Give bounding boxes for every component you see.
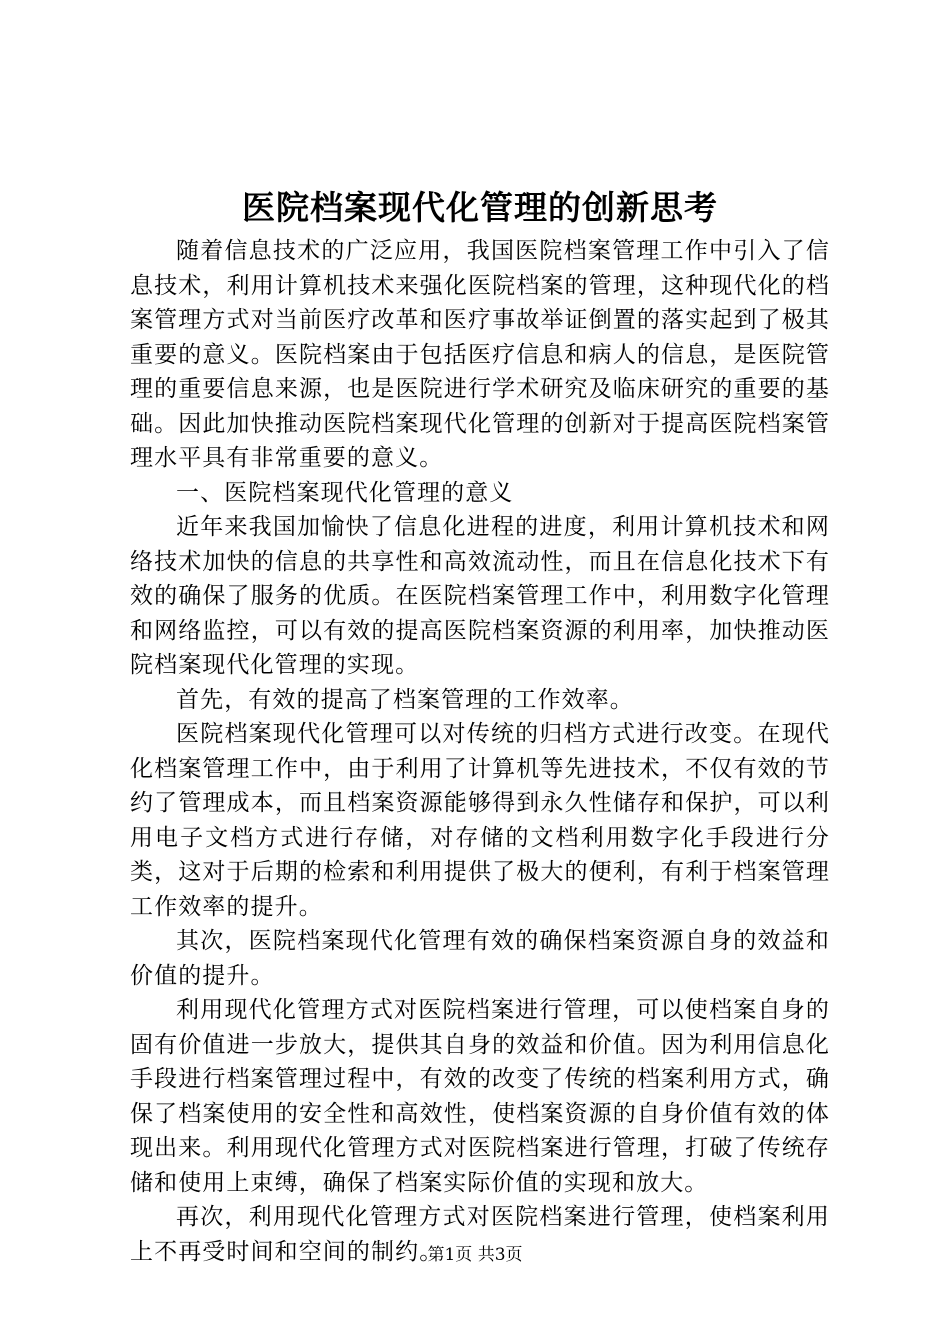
document-title: 医院档案现代化管理的创新思考 <box>242 188 718 227</box>
document-page <box>130 182 830 1269</box>
document-body <box>130 234 830 1269</box>
section-heading-significance: 一、医院档案现代化管理的意义 <box>176 479 514 506</box>
paragraph-first-detail: 医院档案现代化管理可以对传统的归档方式进行改变。在现代化档案管理工作中，由于利用了计算机等先进技术，不仅有效的节约了管理成本，而且档案资源能够得到永久性储存和保护，可以利用电子文档方式进行存储，对存储的文档利用数字化手段进行分类，这对于后期的检索和利用提供了极大的便利，有利于档案管理工作效率的提升。 <box>130 721 830 920</box>
paragraph-second-detail: 利用现代化管理方式对医院档案进行管理，可以使档案自身的固有价值进一步放大，提供其自身的效益和价值。因为利用信息化手段进行档案管理过程中，有效的改变了传统的档案利用方式，确保了档案使用的安全性和高效性，使档案资源的自身价值有效的体现出来。利用现代化管理方式对医院档案进行管理，打破了传统存储和使用上束缚，确保了档案实际价值的实现和放大。 <box>130 997 830 1196</box>
paragraph-third-point: 再次，利用现代化管理方式对医院档案进行管理，使档案利用上不再受时间和空间的制约。 <box>130 1204 830 1265</box>
paragraph-second-point: 其次，医院档案现代化管理有效的确保档案资源自身的效益和价值的提升。 <box>130 928 830 989</box>
paragraph-first-point: 首先，有效的提高了档案管理的工作效率。 <box>176 686 634 713</box>
paragraph-significance: 近年来我国加愉快了信息化进程的进度，利用计算机技术和网络技术加快的信息的共享性和高效流动性，而且在信息化技术下有效的确保了服务的优质。在医院档案管理工作中，利用数字化管理和网络监控，可以有效的提高医院档案资源的利用率，加快推动医院档案现代化管理的实现。 <box>130 514 830 678</box>
page-number-footer: 第1页 共3页 <box>427 1245 523 1265</box>
paragraph-intro: 随着信息技术的广泛应用，我国医院档案管理工作中引入了信息技术，利用计算机技术来强化医院档案的管理，这种现代化的档案管理方式对当前医疗改革和医疗事故举证倒置的落实起到了极其重要的意义。医院档案由于包括医疗信息和病人的信息，是医院管理的重要信息来源，也是医院进行学术研究及临床研究的重要的基础。因此加快推动医院档案现代化管理的创新对于提高医院档案管理水平具有非常重要的意义。 <box>130 238 830 471</box>
